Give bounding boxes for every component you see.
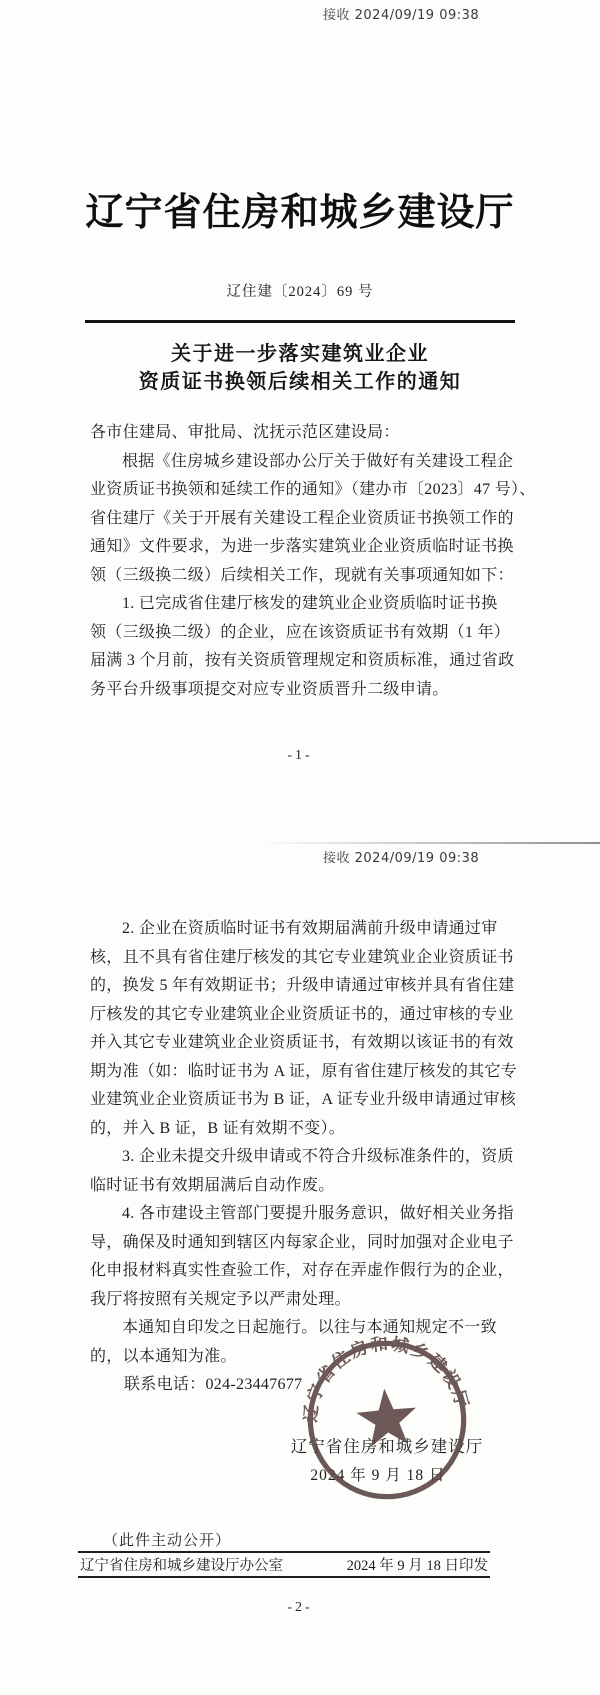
body-line: 届满 3 个月前，按有关资质管理规定和资质标准，通过省政 xyxy=(90,652,515,669)
page1-number: -1- xyxy=(287,748,313,763)
body-line: 领（三级换二级）后续相关工作，现就有关事项通知如下： xyxy=(90,566,514,584)
notice-title-line2: 资质证书换领后续相关工作的通知 xyxy=(138,371,462,393)
body-line: 期为准（如：临时证书为 A 证，原有省住建厅核发的其它专 xyxy=(90,1062,518,1080)
disclosure-note: （此件主动公开） xyxy=(103,1533,232,1549)
footer-print-date: 2024 年 9 月 18 日印发 xyxy=(346,1557,488,1574)
signature-date: 2024 年 9 月 18 日 xyxy=(310,1467,446,1484)
signature-agency-name: 辽宁省住房和城乡建设厅 xyxy=(290,1437,484,1456)
body-line: 的，换发 5 年有效期证书；升级申请通过审核并具有省住建 xyxy=(90,977,515,994)
seal-arc-text: 辽宁省住房和城乡建设厅 xyxy=(301,1334,472,1424)
body-line: 临时证书有效期届满后自动作废。 xyxy=(90,1176,335,1194)
body-line: 化申报材料真实性查验工作，对存在弄虚作假行为的企业， xyxy=(90,1262,514,1279)
page1-body xyxy=(90,419,536,704)
document-number: 辽住建〔2024〕69 号 xyxy=(226,284,374,300)
fax-received-stamp-page1: 接收 2024/09/19 09:38 xyxy=(323,8,480,23)
body-line: 务平台升级事项提交对应专业资质晋升二级申请。 xyxy=(90,680,449,698)
body-line: 的，以本通知为准。 xyxy=(90,1347,237,1365)
body-line: 4. 各市建设主管部门要提升服务意识，做好相关业务指 xyxy=(122,1205,514,1222)
page-separator-shadow xyxy=(260,842,600,844)
body-line: 并入其它专业建筑业企业资质证书，有效期以该证书的有效 xyxy=(90,1034,514,1051)
official-seal xyxy=(296,1329,478,1511)
salutation: 各市住建局、审批局、沈抚示范区建设局： xyxy=(90,424,400,441)
contact-phone: 联系电话：024-23447677 xyxy=(124,1376,303,1393)
body-line: 的，并入 B 证，B 证有效期不变）。 xyxy=(90,1119,346,1137)
body-line: 我厅将按照有关规定予以严肃处理。 xyxy=(90,1290,351,1308)
footer-rule-bottom xyxy=(78,1576,490,1578)
footer-issuing-office: 辽宁省住房和城乡建设厅办公室 xyxy=(80,1557,283,1574)
body-line: 3. 企业未提交升级申请或不符合升级标准条件的，资质 xyxy=(122,1148,514,1165)
body-line: 领（三级换二级）的企业，应在该资质证书有效期（1 年） xyxy=(90,623,511,641)
body-line: 根据《住房城乡建设部办公厅关于做好有关建设工程企 xyxy=(122,452,514,470)
body-line: 核，且不具有省住建厅核发的其它专业建筑业企业资质证书 xyxy=(90,948,514,966)
body-line: 1. 已完成省住建厅核发的建筑业企业资质临时证书换 xyxy=(122,595,498,612)
fax-received-stamp-page2: 接收 2024/09/19 09:38 xyxy=(323,851,480,866)
body-line: 省住建厅《关于开展有关建设工程企业资质证书换领工作的 xyxy=(90,509,514,527)
notice-title-line1: 关于进一步落实建筑业企业 xyxy=(171,343,429,365)
letterhead-divider-rule xyxy=(85,320,515,323)
body-line: 业建筑业企业资质证书为 B 证，A 证专业升级申请通过审核 xyxy=(90,1091,517,1108)
body-line: 业资质证书换领和延续工作的通知》（建办市〔2023〕47 号）、 xyxy=(90,481,536,498)
body-line: 厅核发的其它专业建筑业企业资质证书的，通过审核的专业 xyxy=(90,1005,514,1023)
body-line: 本通知自印发之日起施行。以往与本通知规定不一致 xyxy=(122,1319,497,1336)
body-line: 通知》文件要求，为进一步落实建筑业企业资质临时证书换 xyxy=(90,538,514,555)
body-line: 导，确保及时通知到辖区内每家企业，同时加强对企业电子 xyxy=(90,1233,514,1251)
page2-body xyxy=(90,915,516,1371)
page2-number: -2- xyxy=(287,1600,313,1615)
seal-star-icon xyxy=(354,1386,419,1448)
body-line: 2. 企业在资质临时证书有效期届满前升级申请通过审 xyxy=(122,920,498,937)
footer-row xyxy=(78,1553,490,1575)
letterhead-agency-title: 辽宁省住房和城乡建设厅 xyxy=(85,192,515,234)
